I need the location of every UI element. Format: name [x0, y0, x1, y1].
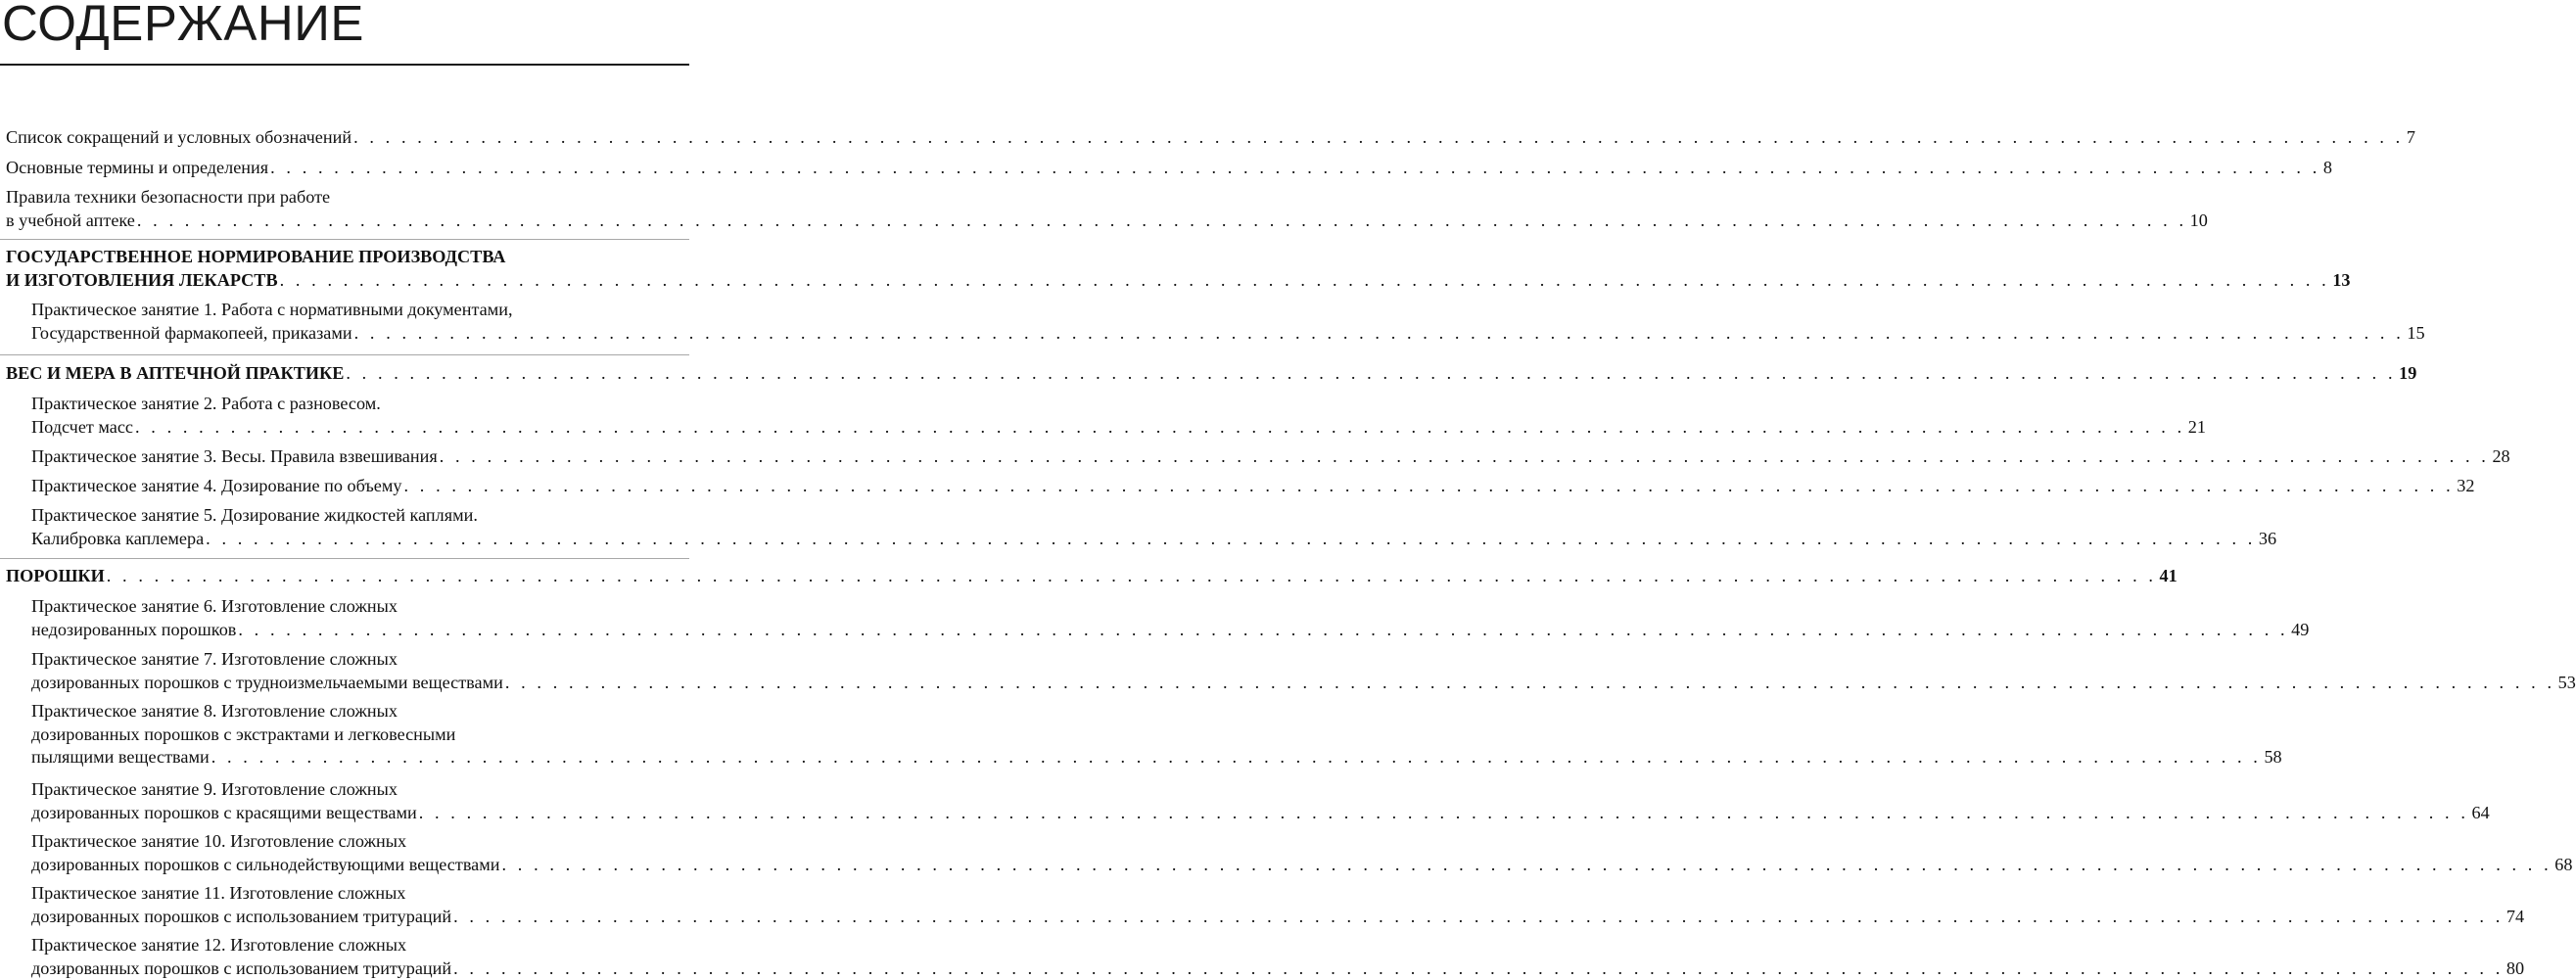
toc-entry-practice-5[interactable]	[31, 504, 683, 550]
toc-entry-title: Практическое занятие 1. Работа с нормативными документами,	[31, 299, 683, 322]
page-number: 10	[2190, 210, 2208, 233]
toc-entry-title: Правила техники безопасности при работе	[6, 186, 683, 210]
section-divider	[0, 239, 689, 240]
page-number: 15	[2407, 322, 2424, 346]
toc-section-title-cont: И ИЗГОТОВЛЕНИЯ ЛЕКАРСТВ	[6, 269, 278, 293]
dot-leader: . . . . . . . . . . . . . . . . . . . . . . . . . . . . . . . . . . . . . . . . . . . . . . . . . . . . . . . . . . . . . . . . . . . . . . . . . . . . . . . . . . . . . . . . . . . . . . . . . . . . . . . . . . . . . . . . . . . . . . . . . . . . . . . . .	[280, 269, 2330, 293]
toc-entry-terms[interactable]	[6, 157, 683, 180]
dot-leader: . . . . . . . . . . . . . . . . . . . . . . . . . . . . . . . . . . . . . . . . . . . . . . . . . . . . . . . . . . . . . . . . . . . . . . . . . . . . . . . . . . . . . . . . . . . . . . . . . . . . . . . . . . . . . . . . . . . . . . . . . . . . . . . . .	[505, 672, 2555, 695]
toc-entry-title-cont: дозированных порошков с использованием тритураций	[31, 906, 451, 929]
toc-entry-title: Практическое занятие 4. Дозирование по объему	[31, 475, 401, 498]
dot-leader: . . . . . . . . . . . . . . . . . . . . . . . . . . . . . . . . . . . . . . . . . . . . . . . . . . . . . . . . . . . . . . . . . . . . . . . . . . . . . . . . . . . . . . . . . . . . . . . . . . . . . . . . . . . . . . . . . . . . . . . . . . . . . . . . .	[354, 322, 2405, 346]
toc-entry-title-cont: Государственной фармакопеей, приказами	[31, 322, 352, 346]
dot-leader: . . . . . . . . . . . . . . . . . . . . . . . . . . . . . . . . . . . . . . . . . . . . . . . . . . . . . . . . . . . . . . . . . . . . . . . . . . . . . . . . . . . . . . . . . . . . . . . . . . . . . . . . . . . . . . . . . . . . . . . . . . . . . . . . .	[135, 416, 2185, 440]
page-number: 58	[2264, 746, 2281, 770]
page-number: 19	[2399, 362, 2416, 386]
toc-entry-title: Практическое занятие 9. Изготовление сложных	[31, 778, 683, 802]
toc-entry-title: Практическое занятие 7. Изготовление сложных	[31, 648, 683, 672]
toc-entry-title: Основные термины и определения	[6, 157, 268, 180]
toc-entry-title-cont: недозированных порошков	[31, 619, 236, 642]
page-number: 28	[2492, 445, 2509, 469]
toc-section-title: ПОРОШКИ	[6, 565, 105, 588]
toc-entry-title-cont: дозированных порошков с красящими веществами	[31, 802, 417, 825]
toc-entry-practice-3[interactable]	[31, 445, 683, 469]
toc-entry-title-cont: пылящими веществами	[31, 746, 210, 770]
toc-entry-practice-6[interactable]	[31, 595, 683, 641]
page-number: 49	[2291, 619, 2309, 642]
toc-entry-title-cont: дозированных порошков с трудноизмельчаемыми веществами	[31, 672, 503, 695]
page-number: 8	[2323, 157, 2332, 180]
toc-entry-title-cont: Подсчет масс	[31, 416, 133, 440]
dot-leader: . . . . . . . . . . . . . . . . . . . . . . . . . . . . . . . . . . . . . . . . . . . . . . . . . . . . . . . . . . . . . . . . . . . . . . . . . . . . . . . . . . . . . . . . . . . . . . . . . . . . . . . . . . . . . . . . . . . . . . . . . . . . . . . . .	[107, 565, 2157, 588]
dot-leader: . . . . . . . . . . . . . . . . . . . . . . . . . . . . . . . . . . . . . . . . . . . . . . . . . . . . . . . . . . . . . . . . . . . . . . . . . . . . . . . . . . . . . . . . . . . . . . . . . . . . . . . . . . . . . . . . . . . . . . . . . . . . . . . . .	[453, 957, 2504, 980]
toc-entry-practice-11[interactable]	[31, 882, 683, 928]
page-number: 13	[2332, 269, 2350, 293]
toc-entry-title: Практическое занятие 10. Изготовление сложных	[31, 830, 683, 854]
toc-entry-practice-8[interactable]	[31, 700, 683, 770]
page-title: СОДЕРЖАНИЕ	[2, 0, 364, 53]
dot-leader: . . . . . . . . . . . . . . . . . . . . . . . . . . . . . . . . . . . . . . . . . . . . . . . . . . . . . . . . . . . . . . . . . . . . . . . . . . . . . . . . . . . . . . . . . . . . . . . . . . . . . . . . . . . . . . . . . . . . . . . . . . . . . . . . .	[419, 802, 2469, 825]
dot-leader: . . . . . . . . . . . . . . . . . . . . . . . . . . . . . . . . . . . . . . . . . . . . . . . . . . . . . . . . . . . . . . . . . . . . . . . . . . . . . . . . . . . . . . . . . . . . . . . . . . . . . . . . . . . . . . . . . . . . . . . . . . . . . . . . .	[403, 475, 2454, 498]
toc-section-state-regulation[interactable]	[6, 246, 683, 292]
toc-entry-practice-9[interactable]	[31, 778, 683, 824]
dot-leader: . . . . . . . . . . . . . . . . . . . . . . . . . . . . . . . . . . . . . . . . . . . . . . . . . . . . . . . . . . . . . . . . . . . . . . . . . . . . . . . . . . . . . . . . . . . . . . . . . . . . . . . . . . . . . . . . . . . . . . . . . . . . . . . . .	[238, 619, 2288, 642]
dot-leader: . . . . . . . . . . . . . . . . . . . . . . . . . . . . . . . . . . . . . . . . . . . . . . . . . . . . . . . . . . . . . . . . . . . . . . . . . . . . . . . . . . . . . . . . . . . . . . . . . . . . . . . . . . . . . . . . . . . . . . . . . . . . . . . . .	[353, 126, 2404, 150]
title-rule	[0, 64, 689, 66]
toc-section-weight-measure[interactable]	[6, 362, 683, 386]
toc-section-title: ГОСУДАРСТВЕННОЕ НОРМИРОВАНИЕ ПРОИЗВОДСТВА	[6, 246, 683, 269]
toc-entry-title-cont: дозированных порошков с сильнодействующими веществами	[31, 854, 499, 877]
page-number: 64	[2471, 802, 2489, 825]
toc-entry-practice-10[interactable]	[31, 830, 683, 876]
toc-entry-title: Практическое занятие 5. Дозирование жидкостей каплями.	[31, 504, 683, 528]
toc-section-title: ВЕС И МЕРА В АПТЕЧНОЙ ПРАКТИКЕ	[6, 362, 344, 386]
toc-entry-title: Практическое занятие 2. Работа с разновесом.	[31, 393, 683, 416]
dot-leader: . . . . . . . . . . . . . . . . . . . . . . . . . . . . . . . . . . . . . . . . . . . . . . . . . . . . . . . . . . . . . . . . . . . . . . . . . . . . . . . . . . . . . . . . . . . . . . . . . . . . . . . . . . . . . . . . . . . . . . . . . . . . . . . . .	[453, 906, 2504, 929]
toc-entry-title: Практическое занятие 8. Изготовление сложных	[31, 700, 683, 723]
toc-entry-title: Практическое занятие 6. Изготовление сложных	[31, 595, 683, 619]
section-divider	[0, 354, 689, 355]
toc-section-powders[interactable]	[6, 565, 683, 588]
section-divider	[0, 558, 689, 559]
toc-entry-title-cont: дозированных порошков с экстрактами и легковесными	[31, 723, 683, 747]
toc-entry-practice-12[interactable]	[31, 934, 683, 980]
dot-leader: . . . . . . . . . . . . . . . . . . . . . . . . . . . . . . . . . . . . . . . . . . . . . . . . . . . . . . . . . . . . . . . . . . . . . . . . . . . . . . . . . . . . . . . . . . . . . . . . . . . . . . . . . . . . . . . . . . . . . . . . . . . . . . . . .	[270, 157, 2320, 180]
dot-leader: . . . . . . . . . . . . . . . . . . . . . . . . . . . . . . . . . . . . . . . . . . . . . . . . . . . . . . . . . . . . . . . . . . . . . . . . . . . . . . . . . . . . . . . . . . . . . . . . . . . . . . . . . . . . . . . . . . . . . . . . . . . . . . . . .	[206, 528, 2256, 551]
page-number: 53	[2558, 672, 2576, 695]
page-number: 80	[2506, 957, 2524, 980]
dot-leader: . . . . . . . . . . . . . . . . . . . . . . . . . . . . . . . . . . . . . . . . . . . . . . . . . . . . . . . . . . . . . . . . . . . . . . . . . . . . . . . . . . . . . . . . . . . . . . . . . . . . . . . . . . . . . . . . . . . . . . . . . . . . . . . . .	[211, 746, 2262, 770]
toc-entry-practice-7[interactable]	[31, 648, 683, 694]
toc-entry-practice-4[interactable]	[31, 475, 683, 498]
toc-entry-title-cont: дозированных порошков с использованием тритураций	[31, 957, 451, 980]
dot-leader: . . . . . . . . . . . . . . . . . . . . . . . . . . . . . . . . . . . . . . . . . . . . . . . . . . . . . . . . . . . . . . . . . . . . . . . . . . . . . . . . . . . . . . . . . . . . . . . . . . . . . . . . . . . . . . . . . . . . . . . . . . . . . . . . .	[440, 445, 2490, 469]
toc-entry-practice-2[interactable]	[31, 393, 683, 439]
toc-entry-title: Практическое занятие 11. Изготовление сложных	[31, 882, 683, 906]
toc-entry-abbreviations[interactable]	[6, 126, 683, 150]
page-number: 68	[2554, 854, 2572, 877]
dot-leader: . . . . . . . . . . . . . . . . . . . . . . . . . . . . . . . . . . . . . . . . . . . . . . . . . . . . . . . . . . . . . . . . . . . . . . . . . . . . . . . . . . . . . . . . . . . . . . . . . . . . . . . . . . . . . . . . . . . . . . . . . . . . . . . . .	[346, 362, 2396, 386]
toc-entry-title: Список сокращений и условных обозначений	[6, 126, 351, 150]
dot-leader: . . . . . . . . . . . . . . . . . . . . . . . . . . . . . . . . . . . . . . . . . . . . . . . . . . . . . . . . . . . . . . . . . . . . . . . . . . . . . . . . . . . . . . . . . . . . . . . . . . . . . . . . . . . . . . . . . . . . . . . . . . . . . . . . .	[501, 854, 2552, 877]
page-number: 32	[2457, 475, 2474, 498]
dot-leader: . . . . . . . . . . . . . . . . . . . . . . . . . . . . . . . . . . . . . . . . . . . . . . . . . . . . . . . . . . . . . . . . . . . . . . . . . . . . . . . . . . . . . . . . . . . . . . . . . . . . . . . . . . . . . . . . . . . . . . . . . . . . . . . . .	[137, 210, 2187, 233]
toc-entry-title: Практическое занятие 3. Весы. Правила взвешивания	[31, 445, 438, 469]
page-number: 21	[2188, 416, 2206, 440]
page-number: 36	[2259, 528, 2276, 551]
toc-entry-safety-rules[interactable]	[6, 186, 683, 232]
toc-entry-title: Практическое занятие 12. Изготовление сложных	[31, 934, 683, 957]
page-number: 41	[2160, 565, 2178, 588]
toc-entry-practice-1[interactable]	[31, 299, 683, 345]
toc-entry-title-cont: Калибровка каплемера	[31, 528, 204, 551]
toc-entry-title-cont: в учебной аптеке	[6, 210, 135, 233]
page-number: 7	[2407, 126, 2415, 150]
page-number: 74	[2506, 906, 2524, 929]
